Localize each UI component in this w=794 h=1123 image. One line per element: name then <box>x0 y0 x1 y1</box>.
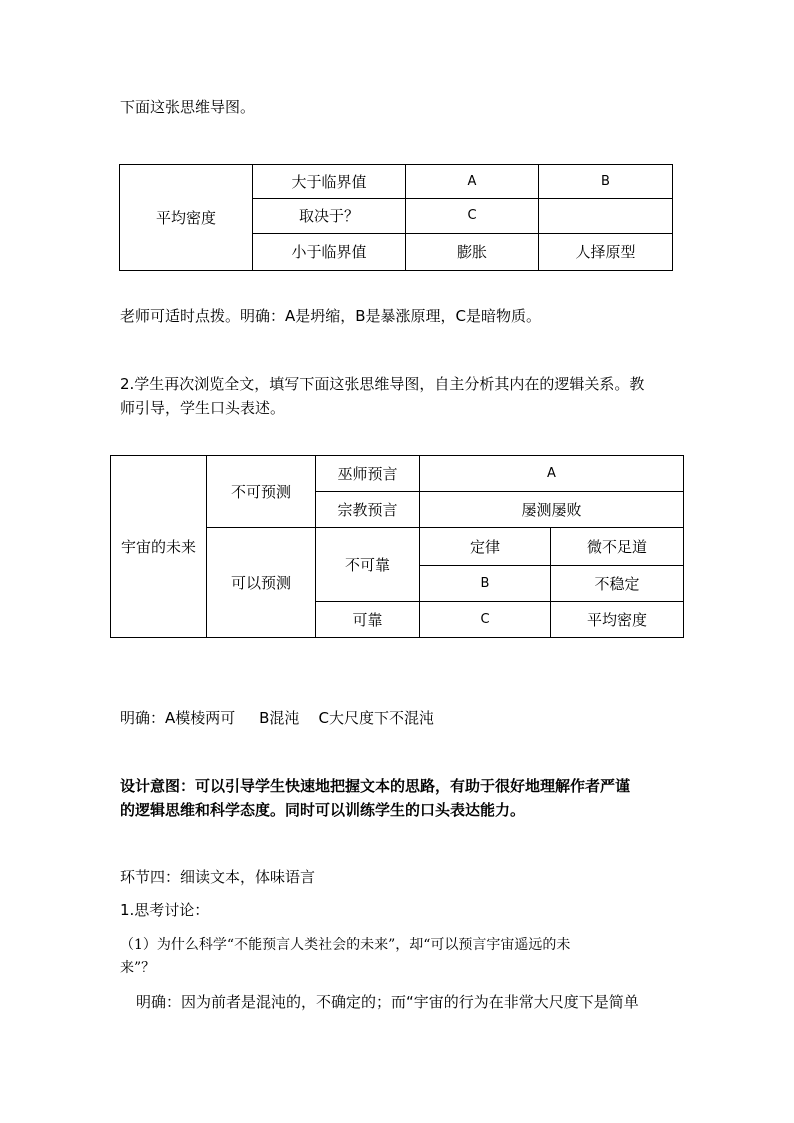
intro-text: 下面这张思维导图。 <box>120 98 256 116</box>
table2-cell: 可靠 <box>316 602 420 638</box>
design-intent-line1: 设计意图：可以引导学生快速地把握文本的思路，有助于很好地理解作者严谨 <box>120 777 631 795</box>
table1-cell: 小于临界值 <box>253 234 406 271</box>
answer-line: 明确：A模棱两可 B混沌 C大尺度下不混沌 <box>120 709 434 727</box>
table2-cell: 巫师预言 <box>316 456 420 492</box>
table1-cell: 取决于？ <box>253 199 406 234</box>
table1-cell: C <box>406 199 539 234</box>
table2-cell: B <box>420 566 551 602</box>
table2-cell: 不可靠 <box>316 528 420 602</box>
universe-future-mind-map-table <box>110 455 684 638</box>
table1-cell: A <box>406 165 539 199</box>
teacher-note: 老师可适时点拨。明确：A是坍缩，B是暴涨原理，C是暗物质。 <box>120 307 542 325</box>
discussion-heading: 1.思考讨论： <box>120 901 210 919</box>
table2-cell: 微不足道 <box>551 528 684 566</box>
section-four-heading: 环节四：细读文本，体味语言 <box>120 868 316 886</box>
density-mind-map-table <box>119 164 673 271</box>
table2-cell: 定律 <box>420 528 551 566</box>
question-line2: 来”？ <box>120 960 156 976</box>
table2-cell: A <box>420 456 684 492</box>
table2-cell: 宗教预言 <box>316 492 420 528</box>
design-intent-line2: 的逻辑思维和科学态度。同时可以训练学生的口头表达能力。 <box>120 801 526 819</box>
table1-cell: 大于临界值 <box>253 165 406 199</box>
table1-cell: B <box>539 165 673 199</box>
table2-cell: 不稳定 <box>551 566 684 602</box>
table2-branch-predictable: 可以预测 <box>207 528 316 638</box>
table1-cell <box>539 199 673 234</box>
question-line1: （1）为什么科学“不能预言人类社会的未来”，却“可以预言宇宙遥远的未 <box>120 937 571 953</box>
table1-row-header: 平均密度 <box>120 165 253 271</box>
table1-cell: 膨胀 <box>406 234 539 271</box>
step2-text-line1: 2.学生再次浏览全文，填写下面这张思维导图，自主分析其内在的逻辑关系。教 <box>120 375 645 393</box>
table2-cell: 平均密度 <box>551 602 684 638</box>
table2-cell: C <box>420 602 551 638</box>
table2-cell: 屡测屡败 <box>420 492 684 528</box>
table2-root: 宇宙的未来 <box>111 456 207 638</box>
answer-paragraph: 明确：因为前者是混沌的，不确定的；而“宇宙的行为在非常大尺度下是简单 <box>136 993 639 1011</box>
table2-branch-unpredictable: 不可预测 <box>207 456 316 528</box>
step2-text-line2: 师引导，学生口头表述。 <box>120 399 286 417</box>
table1-cell: 人择原型 <box>539 234 673 271</box>
